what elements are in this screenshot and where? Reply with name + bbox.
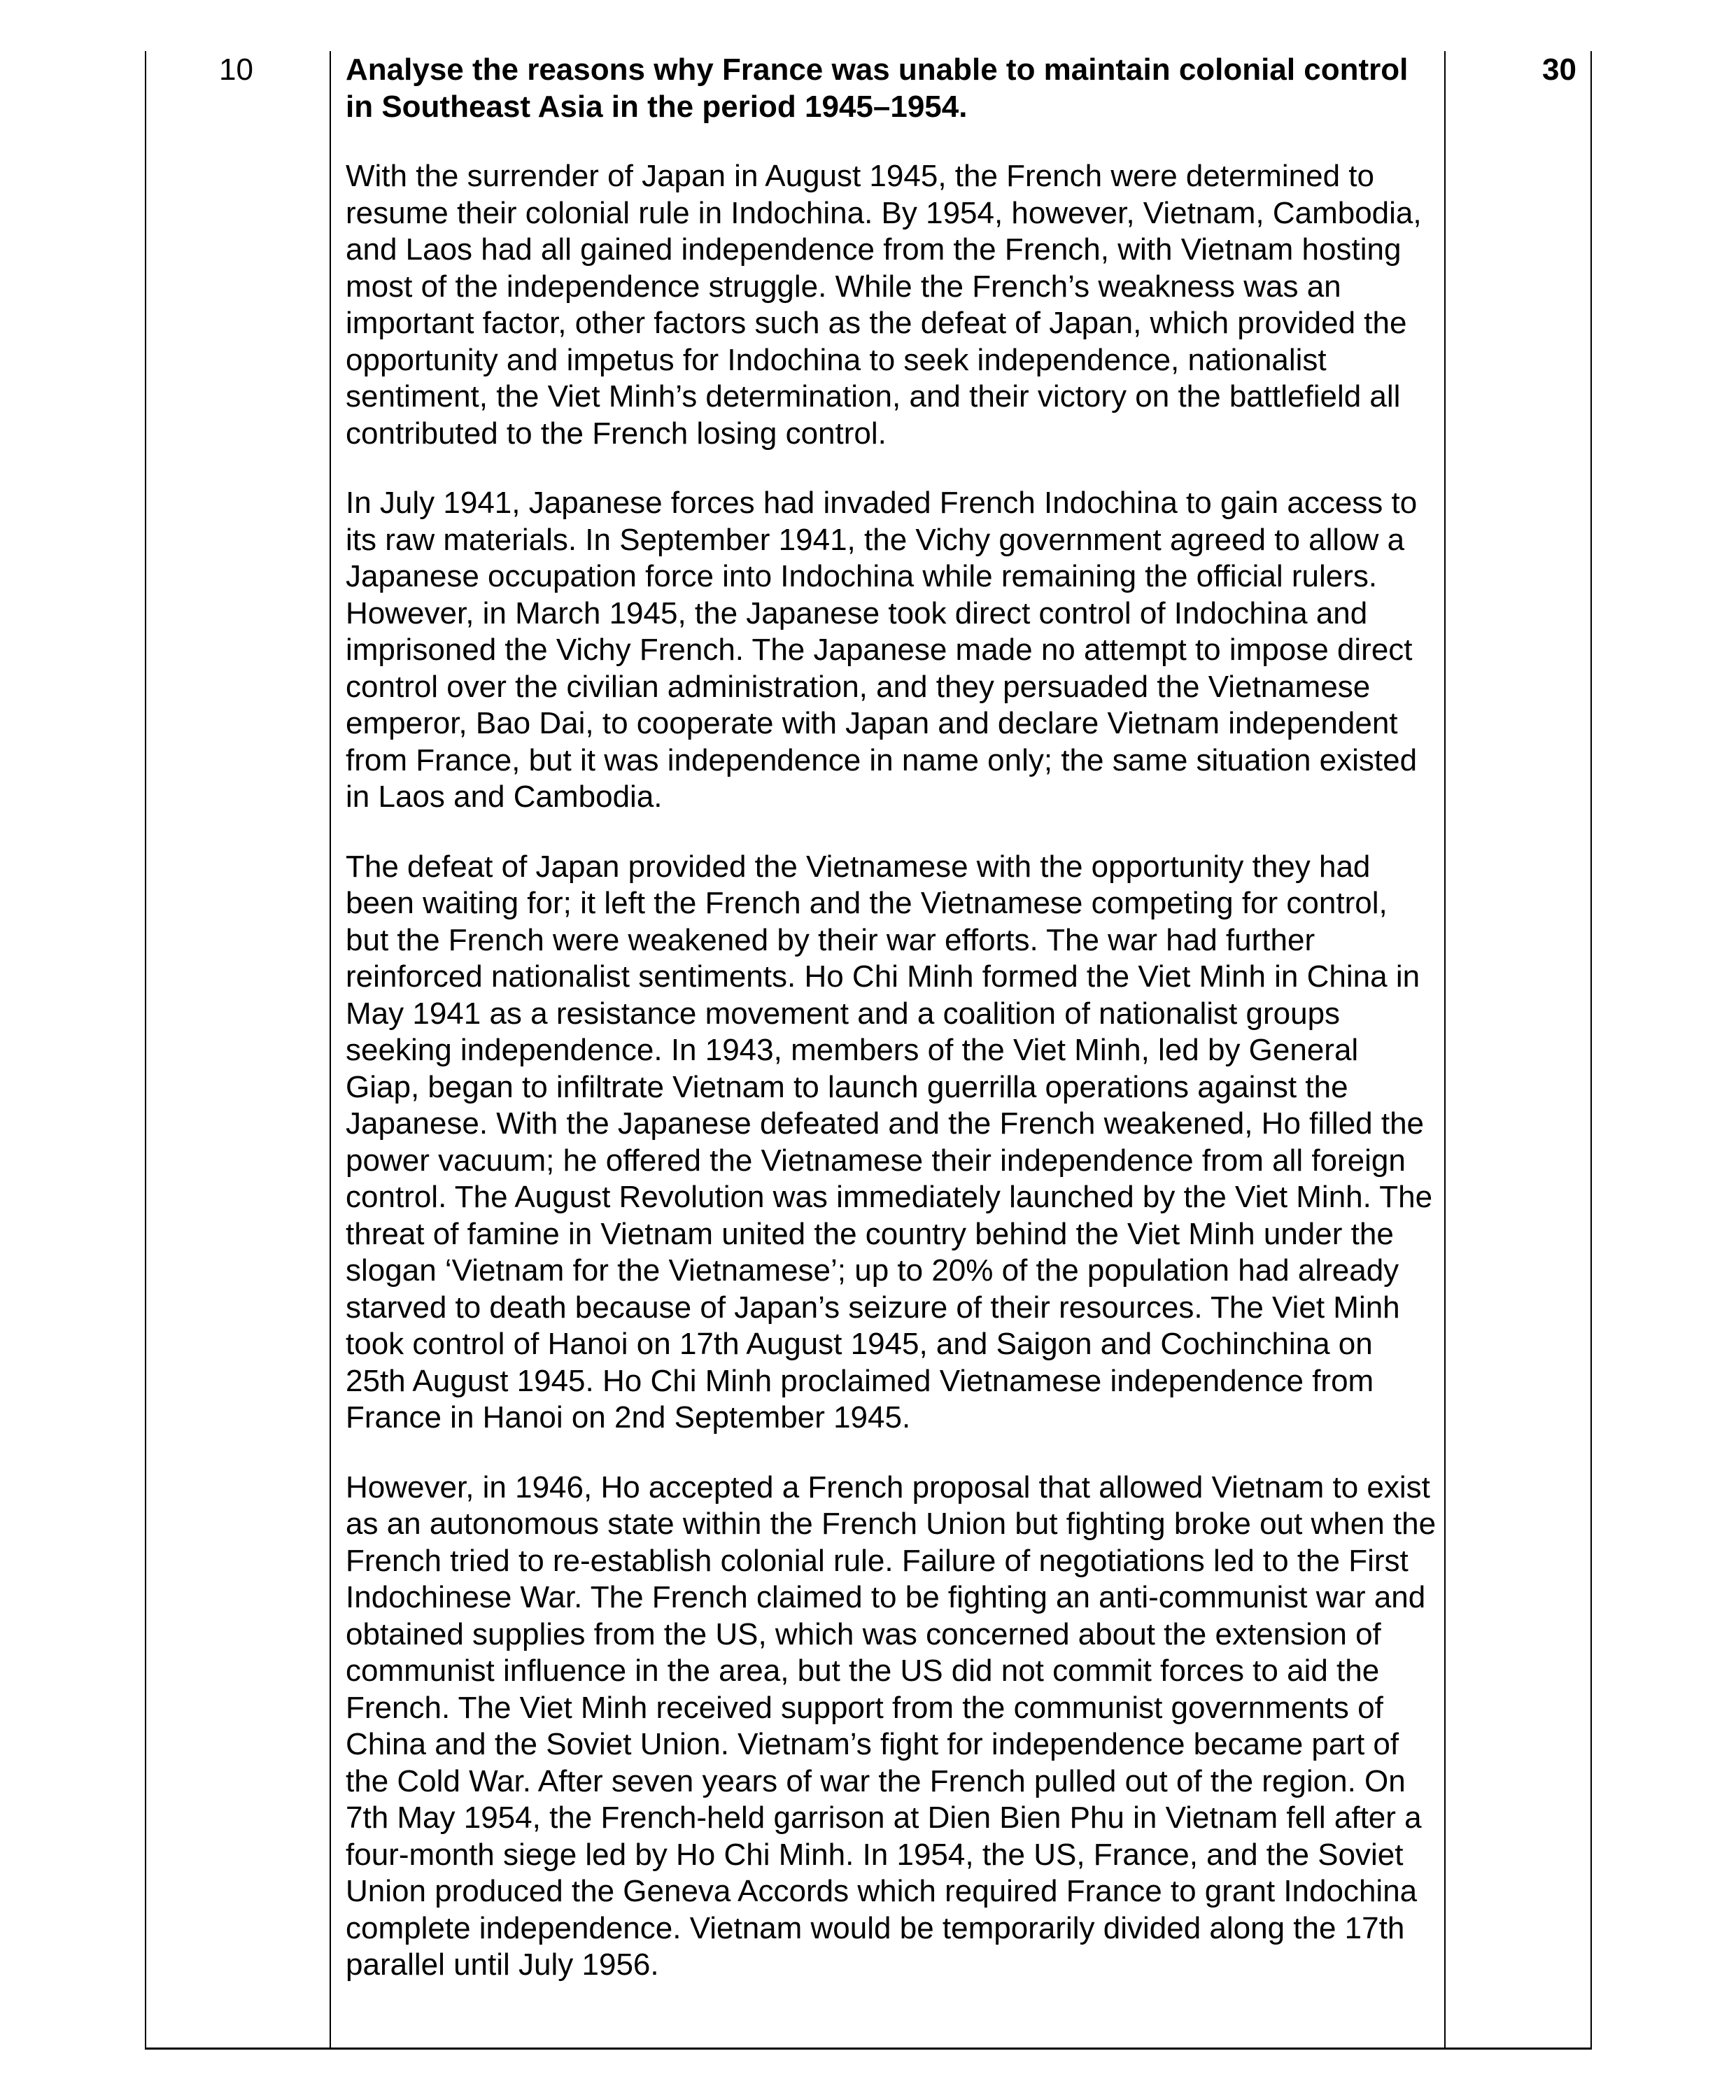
column-divider-2 <box>1444 51 1446 2049</box>
answer-paragraph: In July 1941, Japanese forces had invaded French Indochina to gain access to its raw materials. In September 1941, the Vichy government agreed to allow a Japanese occupation force into Indochina while remaining the official rulers. However, in March 1945, the Japanese took direct control of Indochina and imprisoned the Vichy French. The Japanese made no attempt to impose direct control over the civilian administration, and they persuaded the Vietnamese emperor, Bao Dai, to cooperate with Japan and declare Vietnam independent from France, but it was independence in name only; the same situation existed in Laos and Cambodia. <box>346 486 1418 814</box>
table-border-right <box>1590 51 1592 2049</box>
question-text: Analyse the reasons why France was unable to maintain colonial control in Southeast Asia in the period 1945–1954. <box>346 52 1409 124</box>
table-border-left <box>145 51 146 2049</box>
question-number: 10 <box>219 52 253 87</box>
table-border-bottom <box>145 2048 1592 2050</box>
answer-paragraph: The defeat of Japan provided the Vietnamese with the opportunity they had been waiting for; it left the French and the Vietnamese competing for control, but the French were weakened by their war efforts. The war had further reinforced nationalist sentiments. Ho Chi Minh formed the Viet Minh in China in May 1941 as a resistance movement and a coalition of nationalist groups seeking independence. In 1943, members of the Viet Minh, led by General Giap, began to infiltrate Vietnam to launch guerrilla operations against the Japanese. With the Japanese defeated and the French weakened, Ho filled the power vacuum; he offered the Vietnamese their independence from all foreign control. The August Revolution was immediately launched by the Viet Minh. The threat of famine in Vietnam united the country behind the Viet Minh under the slogan ‘Vietnam for the Vietnamese’; up to 20% of the population had already starved to death because of Japan’s seizure of their resources. The Viet Minh took control of Hanoi on 17th August 1945, and Saigon and Cochinchina on 25th August 1945. Ho Chi Minh proclaimed Vietnamese independence from France in Hanoi on 2nd September 1945. <box>346 849 1433 1435</box>
answer-cell <box>346 52 1437 1984</box>
question-marks: 30 <box>1542 52 1576 87</box>
answer-paragraph: However, in 1946, Ho accepted a French proposal that allowed Vietnam to exist as an autonomous state within the French Union but fighting broke out when the French tried to re-establish colonial rule. Failure of negotiations led to the First Indochinese War. The French claimed to be fighting an anti-communist war and obtained supplies from the US, which was concerned about the extension of communist influence in the area, but the US did not commit forces to aid the French. The Viet Minh received support from the communist governments of China and the Soviet Union. Vietnam’s fight for independence became part of the Cold War. After seven years of war the French pulled out of the region. On 7th May 1954, the French-held garrison at Dien Bien Phu in Vietnam fell after a four-month siege led by Ho Chi Minh. In 1954, the US, France, and the Soviet Union produced the Geneva Accords which required France to grant Indochina complete independence. Vietnam would be temporarily divided along the 17th parallel until July 1956. <box>346 1470 1437 1982</box>
answer-paragraph: With the surrender of Japan in August 1945, the French were determined to resume their colonial rule in Indochina. By 1954, however, Vietnam, Cambodia, and Laos had all gained independence from the French, with Vietnam hosting most of the independence struggle. While the French’s weakness was an important factor, other factors such as the defeat of Japan, which provided the opportunity and impetus for Indochina to seek independence, nationalist sentiment, the Viet Minh’s determination, and their victory on the battlefield all contributed to the French losing control. <box>346 159 1422 451</box>
column-divider-1 <box>330 51 331 2049</box>
